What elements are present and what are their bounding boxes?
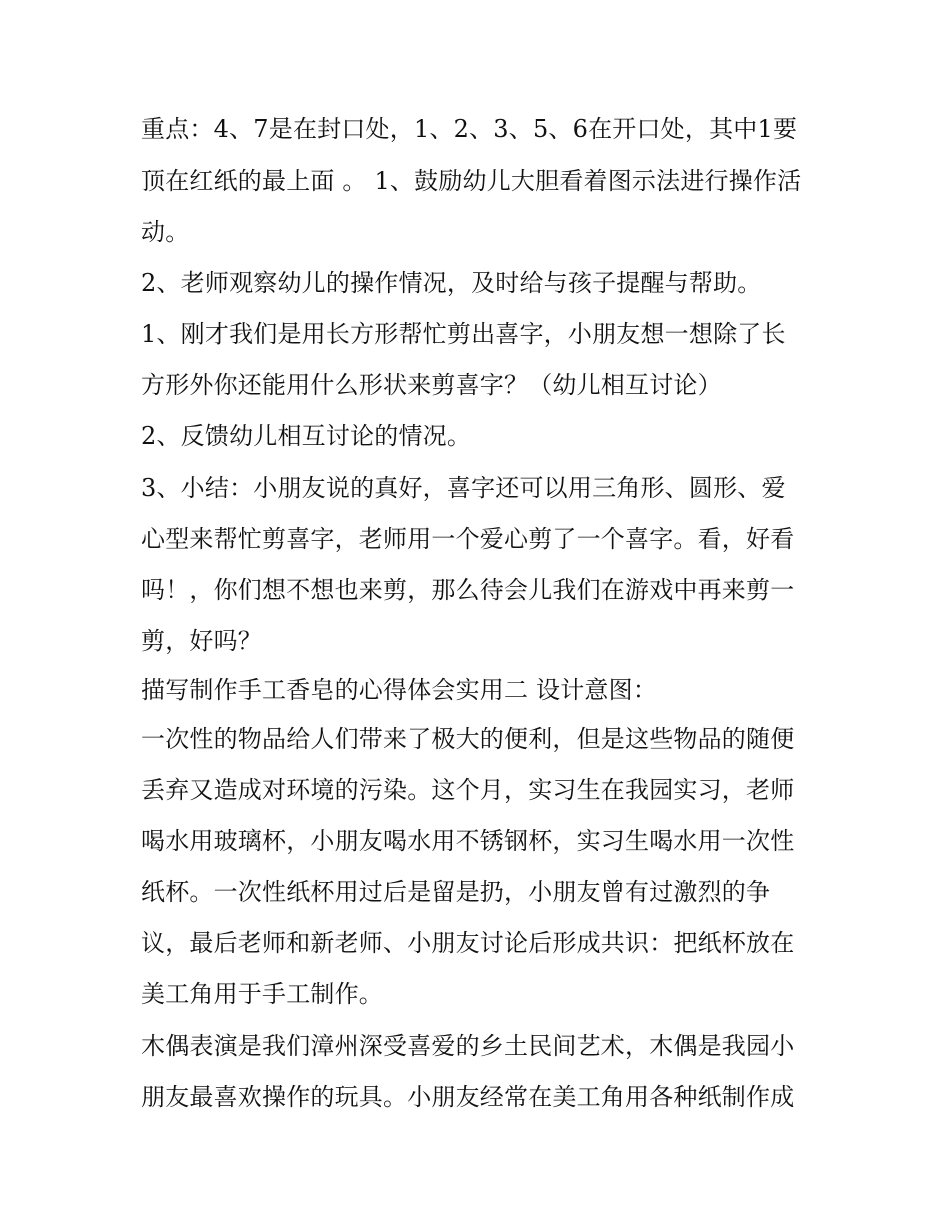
- text-line: 纸杯。一次性纸杯用过后是留是扔，小朋友曾有过激烈的争: [141, 878, 771, 906]
- text-line: 顶在红纸的最上面 。 1、鼓励幼儿大胆看着图示法进行操作活: [141, 167, 802, 195]
- text-line: 2、反馈幼儿相互讨论的情况。: [141, 422, 472, 450]
- text-line: 议，最后老师和新老师、小朋友讨论后形成共识：把纸杯放在: [141, 929, 795, 957]
- text-line: 木偶表演是我们漳州深受喜爱的乡土民间艺术，木偶是我园小: [141, 1032, 795, 1060]
- text-line: 心型来帮忙剪喜字，老师用一个爱心剪了一个喜字。看，好看: [141, 525, 795, 553]
- text-line: 重点：4、7是在封口处，1、2、3、5、6在开口处，其中1要: [141, 115, 798, 143]
- text-line: 1、刚才我们是用长方形帮忙剪出喜字，小朋友想一想除了长: [141, 320, 786, 348]
- section-heading: 描写制作手工香皂的心得体会实用二 设计意图：: [141, 676, 658, 704]
- text-line: 吗！，你们想不想也来剪，那么待会儿我们在游戏中再来剪一: [141, 576, 795, 604]
- text-line: 喝水用玻璃杯，小朋友喝水用不锈钢杯，实习生喝水用一次性: [141, 827, 795, 855]
- text-line: 丢弃又造成对环境的污染。这个月，实习生在我园实习，老师: [141, 776, 795, 804]
- text-line: 动。: [141, 218, 190, 246]
- text-line: 3、小结：小朋友说的真好，喜字还可以用三角形、圆形、爱: [141, 474, 786, 502]
- text-line: 美工角用于手工制作。: [141, 980, 383, 1008]
- text-line: 2、老师观察幼儿的操作情况，及时给与孩子提醒与帮助。: [141, 269, 762, 297]
- text-line: 方形外你还能用什么形状来剪喜字？（幼儿相互讨论）: [141, 371, 722, 399]
- text-line: 剪，好吗？: [141, 627, 262, 655]
- text-line: 朋友最喜欢操作的玩具。小朋友经常在美工角用各种纸制作成: [141, 1083, 795, 1111]
- text-line: 一次性的物品给人们带来了极大的便利，但是这些物品的随便: [141, 725, 795, 753]
